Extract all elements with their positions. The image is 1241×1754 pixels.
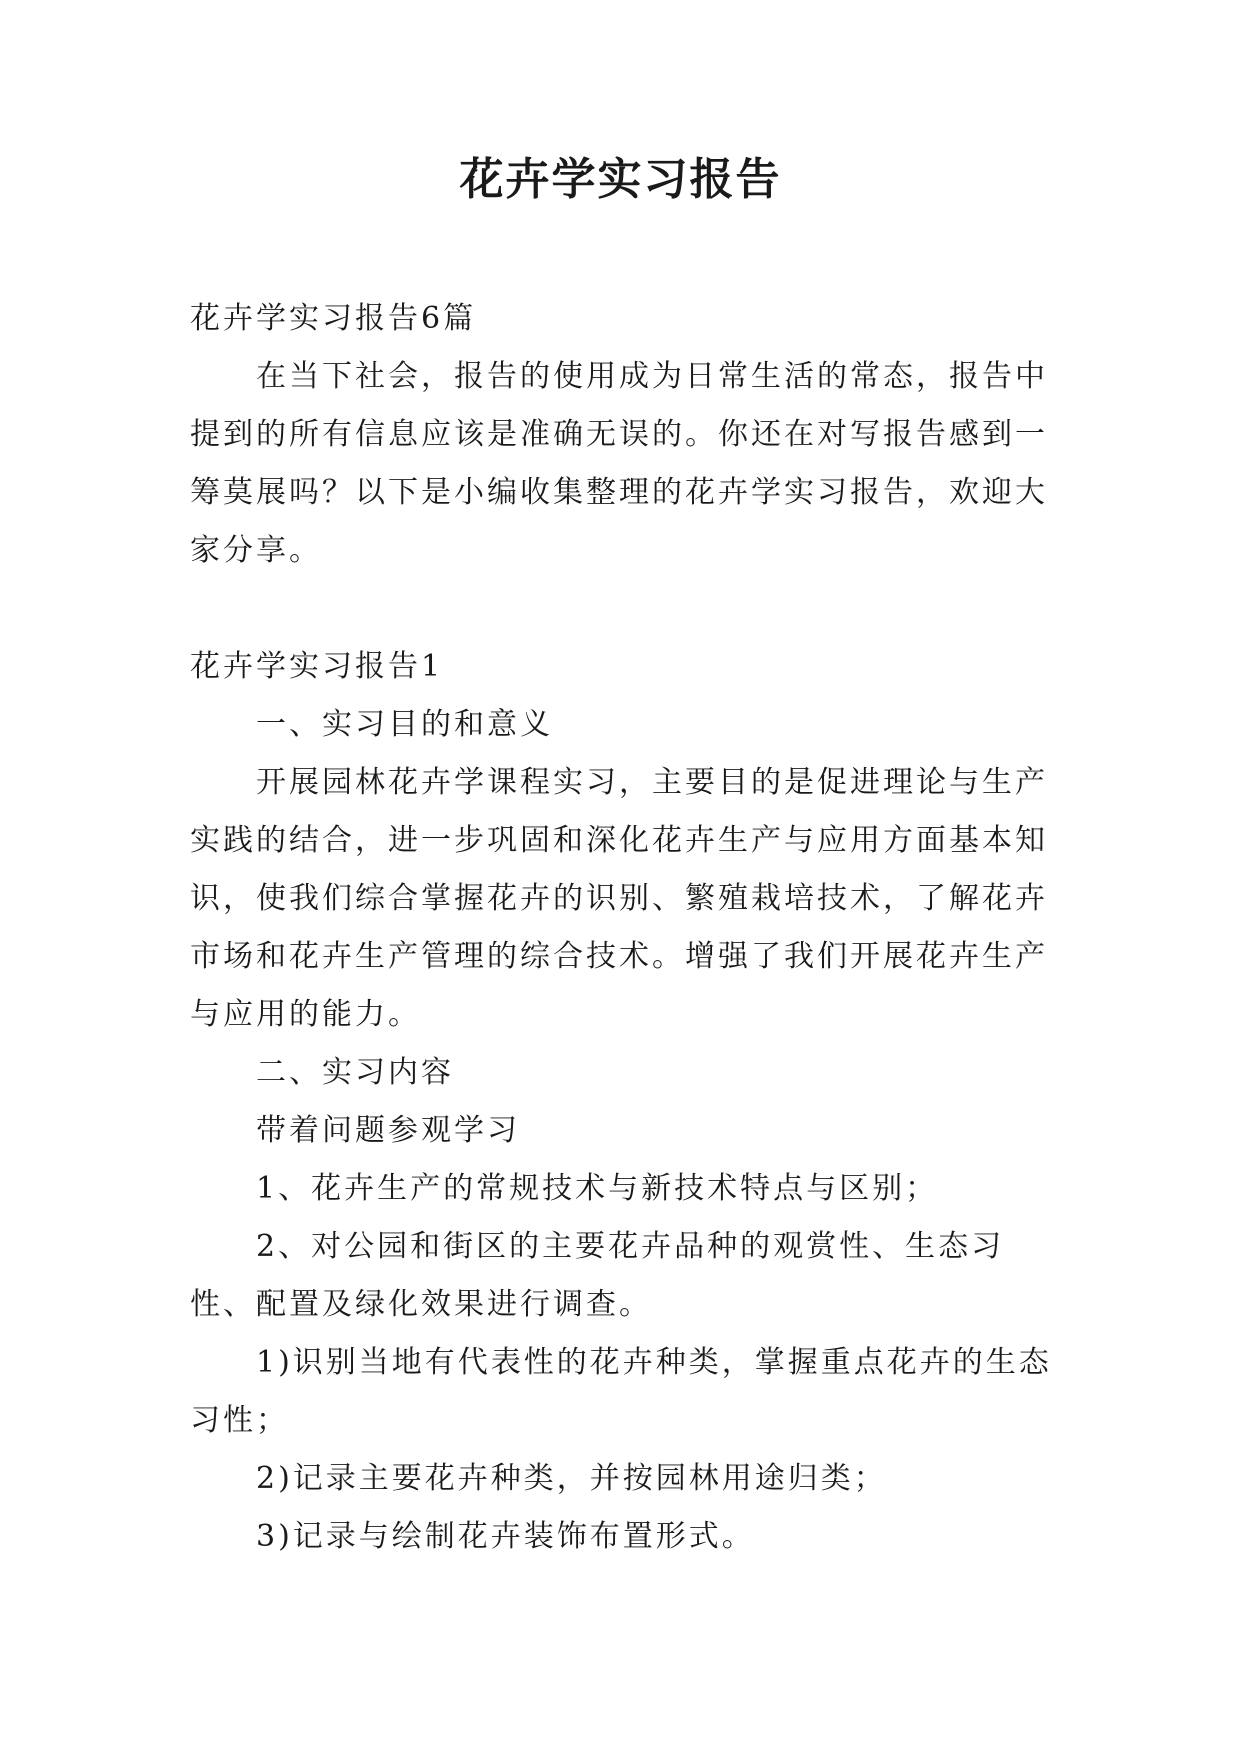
content-paragraph: 带着问题参观学习 <box>256 1113 520 1148</box>
list-item-1: 1、花卉生产的常规技术与新技术特点与区别； <box>256 1171 939 1206</box>
sub-item-2: 2)记录主要花卉种类，并按园林用途归类； <box>256 1461 887 1496</box>
list-item-2: 2、对公园和街区的主要花卉品种的观赏性、生态习性、配置及绿化效果进行调查。 <box>190 1229 1005 1322</box>
document-body <box>190 290 1060 1566</box>
sub-item-3: 3)记录与绘制花卉装饰布置形式。 <box>256 1519 755 1554</box>
section-heading: 花卉学实习报告1 <box>190 649 444 684</box>
document-subtitle: 花卉学实习报告6篇 <box>190 301 477 336</box>
intro-paragraph: 在当下社会，报告的使用成为日常生活的常态，报告中提到的所有信息应该是准确无误的。你还在对写报告感到一筹莫展吗？以下是小编收集整理的花卉学实习报告，欢迎大家分享。 <box>190 359 1048 568</box>
purpose-paragraph: 开展园林花卉学课程实习，主要目的是促进理论与生产实践的结合，进一步巩固和深化花卉生产与应用方面基本知识，使我们综合掌握花卉的识别、繁殖栽培技术，了解花卉市场和花卉生产管理的综合技术。增强了我们开展花卉生产与应用的能力。 <box>190 765 1048 1032</box>
heading-purpose: 一、实习目的和意义 <box>256 707 553 742</box>
document-title: 花卉学实习报告 <box>459 154 782 205</box>
heading-content: 二、实习内容 <box>256 1055 454 1090</box>
paragraph-spacer <box>190 580 1060 638</box>
sub-item-1: 1)识别当地有代表性的花卉种类，掌握重点花卉的生态习性； <box>190 1345 1052 1438</box>
